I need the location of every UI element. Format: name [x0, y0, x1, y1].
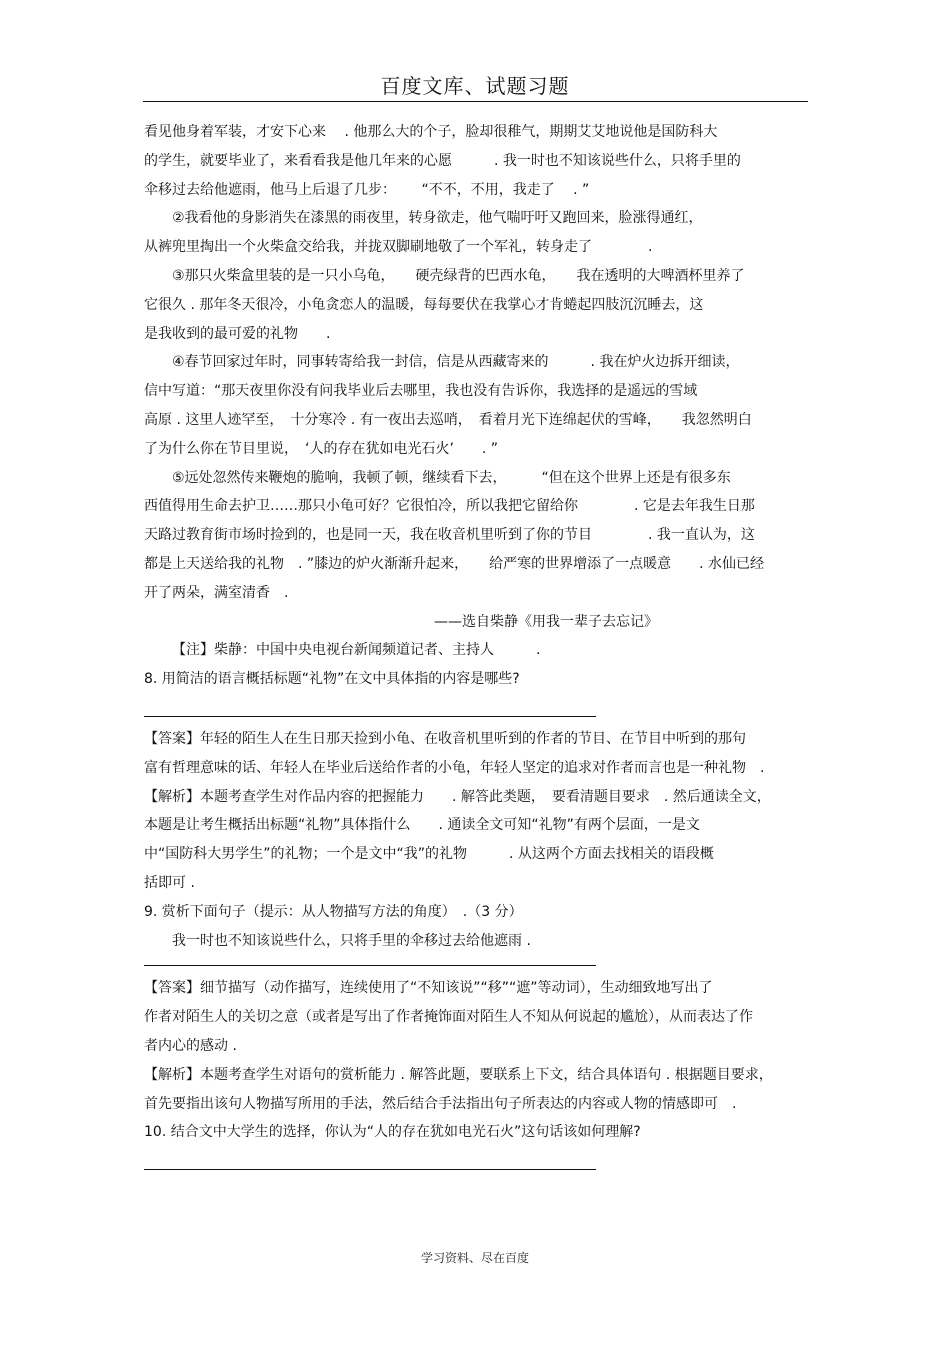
passage-line: ⑤远处忽然传来鞭炮的脆响，我顿了顿，继续看下去， “但在这个世界上还是有很多东 — [172, 469, 731, 486]
analysis-text: 【解析】本题考查学生对作品内容的把握能力 . 解答此类题， 要看清题目要求 . 然后通读全文， — [144, 788, 771, 805]
page-footer: 学习资料、尽在百度 — [420, 1251, 529, 1265]
answer-text: 富有哲理意味的话、年轻人在毕业后送给作者的小龟，年轻人坚定的追求对作者而言也是一种礼物 . — [144, 759, 765, 776]
analysis-text: 【解析】本题考查学生对语句的赏析能力 . 解答此题，要联系上下文，结合具体语句 . 根据题目要求， — [144, 1066, 773, 1083]
question-8: 8. 用简洁的语言概括标题“礼物”在文中具体指的内容是哪些? — [144, 671, 520, 688]
passage-line: 的学生，就要毕业了，来看看我是他几年来的心愿 . 我一时也不知该说些什么，只将手里的 — [144, 152, 741, 169]
answer-text: 【答案】年轻的陌生人在生日那天捡到小龟、在收音机里听到的作者的节目、在节目中听到的那句 — [144, 730, 746, 747]
answer-text: 作者对陌生人的关切之意（或者是写出了作者掩饰面对陌生人不知从何说起的尴尬），从而表达了作 — [144, 1009, 753, 1026]
passage-note: 【注】柴静：中国中央电视台新闻频道记者、主持人 . — [172, 642, 541, 659]
document-body — [144, 118, 808, 1170]
passage-line: 从裤兜里掏出一个火柴盒交给我，并拢双脚刷地敬了一个军礼，转身走了 . — [144, 239, 653, 256]
passage-source: ——选自柴静《用我一辈子去忘记》 — [434, 613, 658, 630]
passage-line: 信中写道：“那天夜里你没有问我毕业后去哪里，我也没有告诉你，我选择的是遥远的雪域 — [144, 383, 698, 400]
analysis-text: 中“国防科大男学生”的礼物；一个是文中“我”的礼物 . 从这两个方面去找相关的语段概 — [144, 846, 714, 863]
question-10: 10. 结合文中大学生的选择，你认为“人的存在犹如电光石火”这句话该如何理解? — [144, 1124, 641, 1141]
header-divider — [143, 101, 808, 102]
analysis-text: 本题是让考生概括出标题“礼物”具体指什么 . 通读全文可知“礼物”有两个层面，一是文 — [144, 817, 700, 834]
analysis-text: 首先要指出该句人物描写所用的手法，然后结合手法指出句子所表达的内容或人物的情感即可 . — [144, 1095, 737, 1112]
passage-line: 高原 . 这里人迹罕至， 十分寒冷 . 有一夜出去巡哨， 看着月光下连绵起伏的雪峰， 我忽然明白 — [144, 411, 752, 428]
passage-line: 天路过教育街市场时捡到的，也是同一天，我在收音机里听到了你的节目 . 我一直认为，这 — [144, 527, 755, 544]
passage-line: 看见他身着军装，才安下心来 . 他那么大的个子，脸却很稚气，期期艾艾地说他是国防科大 — [144, 124, 718, 140]
answer-text: 【答案】细节描写（动作描写，连续使用了“不知该说”“移”“遮”等动词），生动细致地写出了 — [144, 980, 713, 997]
page-header-title: 百度文库、试题习题 — [380, 74, 570, 98]
passage-line: 是我收到的最可爱的礼物 . — [144, 325, 331, 342]
passage-line: ②我看他的身影消失在漆黑的雨夜里，转身欲走，他气喘吁吁又跑回来，脸涨得通红， — [172, 210, 703, 227]
passage-line: 都是上天送给我的礼物 . ”膝边的炉火渐渐升起来， 给严寒的世界增添了一点暖意 . 水仙已经 — [144, 555, 765, 572]
passage-line: 它很久 . 那年冬天很冷，小龟贪恋人的温暖，每每要伏在我掌心才肯蜷起四肢沉沉睡去，这 — [144, 296, 704, 313]
question-9: 9. 赏析下面句子（提示：从人物描写方法的角度） .（3 分） — [144, 903, 523, 920]
question-9-quote: 我一时也不知该说些什么，只将手里的伞移过去给他遮雨 . — [172, 932, 531, 949]
passage-line: ③那只火柴盒里装的是一只小乌龟， 硬壳绿背的巴西水龟， 我在透明的大啤酒杯里养了 — [172, 267, 745, 284]
passage-line: ④春节回家过年时，同事转寄给我一封信，信是从西藏寄来的 . 我在炉火边拆开细读， — [172, 354, 740, 371]
answer-text: 者内心的感动 . — [144, 1037, 237, 1054]
passage-line: 伞移过去给他遮雨，他马上后退了几步： “不不，不用，我走了 . ” — [144, 181, 590, 198]
analysis-text: 括即可 . — [144, 874, 195, 891]
answer-line-10 — [144, 1169, 596, 1170]
passage-line: 西值得用生命去护卫……那只小龟可好？它很怕冷，所以我把它留给你 . 它是去年我生日那 — [144, 498, 755, 515]
passage-line: 了为什么你在节目里说， ‘人的存在犹如电光石火’ . ” — [144, 440, 499, 457]
passage-line: 开了两朵，满室清香 . — [144, 584, 289, 601]
